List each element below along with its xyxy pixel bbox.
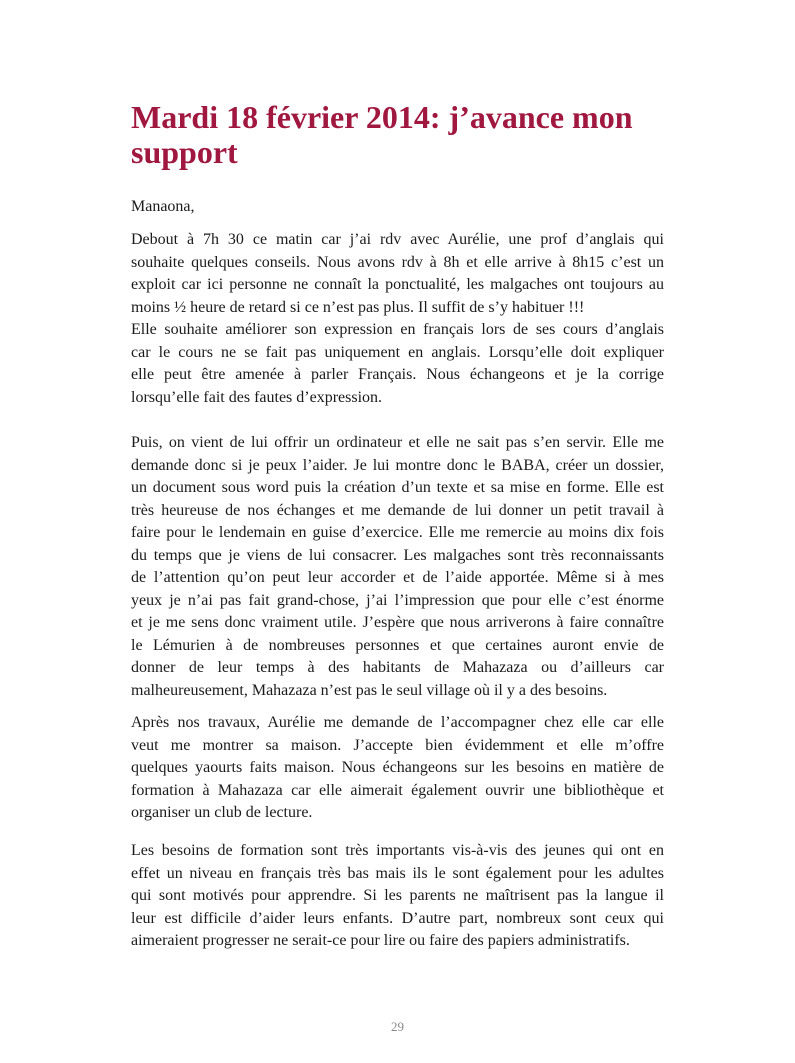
text-line: de l’attention qu’on peut leur accorder et de l’aide apportée. Même si à mes	[131, 569, 664, 586]
text-line: Elle souhaite améliorer son expression en français lors de ses cours d’anglais	[131, 321, 664, 338]
page-title-line: support	[131, 134, 238, 170]
text-line: souhaite quelques conseils. Nous avons rdv à 8h et elle arrive à 8h15 c’est un	[131, 253, 664, 271]
text-line: organiser un club de lecture.	[131, 804, 313, 821]
paragraph	[131, 712, 664, 825]
text-line: exploit car ici personne ne connaît la ponctualité, les malgaches ont toujours au	[131, 276, 664, 293]
text-line: demande donc si je peux l’aider. Je lui montre donc le BABA, créer un dossier,	[131, 456, 664, 474]
text-line: lorsqu’elle fait des fautes d’expression.	[131, 388, 383, 406]
text-line: malheureusement, Mahazaza n’est pas le seul village où il y a des besoins.	[131, 681, 608, 699]
text-line: Puis, on vient de lui offrir un ordinateur et elle ne sait pas s’en servir. Elle me	[131, 434, 664, 451]
text-line: très heureuse de nos échanges et me demande de lui donner un petit travail à	[131, 501, 664, 519]
text-line: car le cours ne se fait pas uniquement en anglais. Lorsqu’elle doit expliquer	[131, 343, 664, 361]
text-line: du temps que je viens de lui consacrer. Les malgaches sont très reconnaissants	[131, 546, 664, 564]
paragraph	[131, 432, 664, 702]
text-line: qui sont motivés pour apprendre. Si les parents ne maîtrisent pas la langue il	[131, 887, 664, 904]
text-line: yeux je n’ai pas fait grand-chose, j’ai l’impression que pour elle c’est énorme	[131, 591, 664, 609]
text-line: moins ½ heure de retard si ce n’est pas plus. Il suffit de s’y habituer !!!	[131, 298, 585, 316]
paragraph	[131, 229, 664, 319]
text-line: donner de leur temps à des habitants de Mahazaza ou d’ailleurs car	[131, 659, 664, 676]
text-line: le Lémurien à de nombreuses personnes et que certaines auront envie de	[131, 636, 664, 654]
text-line: aimeraient progresser ne serait-ce pour lire ou faire des papiers administratifs.	[131, 932, 630, 949]
text-line: faire pour le lendemain en guise d’exercice. Elle me remercie au moins dix fois	[131, 524, 664, 541]
text-line: un document sous word puis la création d’un texte et sa mise en forme. Elle est	[131, 479, 664, 496]
text-line: Debout à 7h 30 ce matin car j’ai rdv avec Aurélie, une prof d’anglais qui	[131, 231, 664, 248]
text-line: effet un niveau en français très bas mais ils le sont également pour les adultes	[131, 864, 664, 882]
paragraph	[131, 840, 664, 953]
text-line: et je me sens donc vraiment utile. J’espère que nous arriverons à faire connaître	[131, 614, 664, 631]
page-number: 29	[391, 1019, 404, 1034]
page-title-line: Mardi 18 février 2014: j’avance mon	[131, 99, 633, 135]
paragraph	[131, 319, 664, 409]
text-line: Les besoins de formation sont très importants vis-à-vis des jeunes qui ont en	[131, 842, 664, 859]
text-line: leur est difficile d’aider leurs enfants. D’autre part, nombreux sont ceux qui	[131, 909, 664, 927]
text-line: Après nos travaux, Aurélie me demande de l’accompagner chez elle car elle	[131, 714, 664, 731]
text-line: quelques yaourts faits maison. Nous échangeons sur les besoins en matière de	[131, 759, 664, 776]
greeting	[131, 196, 664, 219]
page-title	[131, 100, 671, 170]
greeting-text: Manaona,	[131, 198, 195, 215]
text-line: veut me montrer sa maison. J’accepte bien évidemment et elle m’offre	[131, 736, 664, 754]
text-line: elle peut être amenée à parler Français. Nous échangeons et je la corrige	[131, 366, 664, 383]
text-line: formation à Mahazaza car elle aimerait également ouvrir une bibliothèque et	[131, 781, 664, 799]
